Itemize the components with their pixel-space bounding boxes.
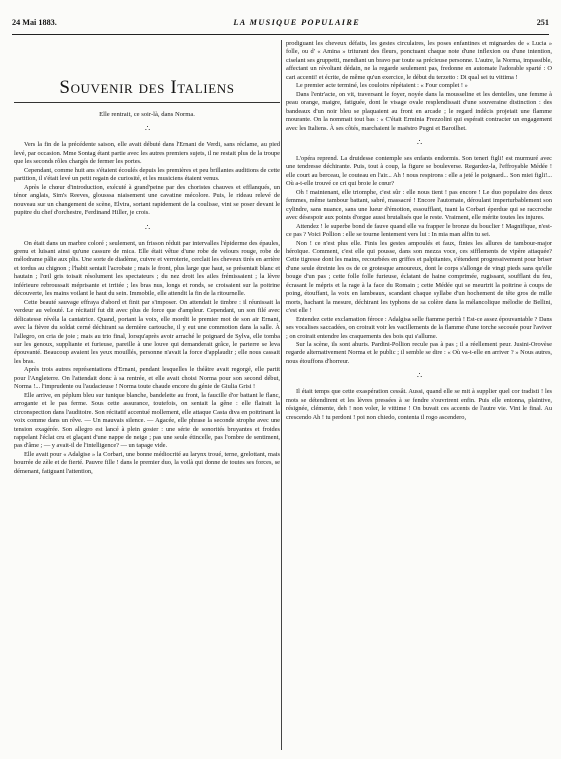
- paragraph: Cependant, comme huit ans s'étaient écoulés depuis les premières et peu brillantes auditions de cette partition, il s'était levé un petit regain de curiosité, et les musiciens étaient venus.: [14, 166, 280, 183]
- paragraph: Vers la fin de la précédente saison, elle avait débuté dans l'Ernani de Verdi, sans réclame, au pied levé, par occasion. Mme Sontag étant partie avec les autres premiers sujets, il ne restait plus de la troupe que les seconds rôles chargés de fermer les portes.: [14, 141, 280, 166]
- paragraph: Elle avait pour « Adalgise » la Corbari, une bonne médiocrité au larynx troué, terne, grelottant, mais bourrée de zèle et de fierté. Pauvre fille ! dans le premier duo, la voilà qui donne de toutes ses forces, se démenant, fatiguant l'attention,: [14, 450, 280, 475]
- issue-date: 24 Mai 1883.: [12, 18, 57, 27]
- paragraph: Après trois autres représentations d'Ernani, pendant lesquelles le théâtre avait regorgé, elle partit pour l'Angleterre. On l'attendait donc à sa rentrée, et elle avait choisi Norma pour son second début, Norma !... l'imprudente ou l'audacieuse ! Norma toute chaude encore du génie de Giulia Grisi !: [14, 366, 280, 391]
- paragraph: Dans l'entr'acte, on vit, traversant le foyer, noyée dans la mousseline et les dentelles, une femme à peau orange, maigre, fatiguée, dont le visage ovale resplendissait d'une souveraine distinction : des bandeaux d'un noir bleu se plaquaient au front en arcade ; le regard indécis projetait une flamme mourante. On la nommait tout bas : « C'était Erminia Frezzolini qui espérait contracter un engagement avec les Italiens. À ses côtés, marchaient le maëstro Pugni et Baroilhet.: [286, 90, 552, 132]
- paragraph: Le premier acte terminé, les couloirs répétaient : « Four complet ! »: [296, 82, 468, 90]
- article-intro: Elle rentrait, ce soir-là, dans Norma.: [99, 111, 195, 118]
- paragraph: Attendez ! le superbe bond de fauve quand elle va frapper le bronze du bouclier ! Magnifique, n'est-ce pas ? Voici Pollion : elle se tourne lentement vers lui : In mia man alfin tu sei.: [286, 222, 552, 239]
- magazine-title: LA MUSIQUE POPULAIRE: [233, 18, 361, 27]
- left-column: [14, 40, 280, 752]
- paragraph: Il était temps que cette exaspération cessât. Aussi, quand elle se mit à supplier quel cor tradisti ! les mots se détendirent et les lèvres pressées à se fendre s'ouvrirent enfin. Puis elle entonna, plaintive, résignée, clémente, deh ! non voler, le vittime ! On buvait ces accents de l'autre vie. Vint le final. Au crescendo Ah ! tu perdoni ! poi non chiedo, contenta il rogo ascendero,: [286, 388, 552, 421]
- paragraph: Entendez cette exclamation féroce : Adalgisa selle fiamme perirà ! Est-ce assez épouvantable ? Dans ses vocalises saccadées, on croirait voir les vacillements de la flamme d'une torche secouée pour l'aviver ; on croirait entendre les craquements des bois qui s'allume.: [286, 315, 552, 340]
- article-title: Souvenir des Italiens: [14, 77, 280, 103]
- paragraph: On était dans un marbre coloré ; seulement, un frisson réduit par intervalles l'épiderme des épaules, grenu et luisant ainsi qu'une cassure de mica. Elle était vêtue d'une robe de velours rouge, robe de mélodrame pâlie aux plis. Une sorte de diadème, cuivre et verroterie, cerclait les cheveux tirés en arrière et tordus au chignon ; l'habit sentait l'acrobate ; mais le front, plus large que haut, se présentait blanc et hautain ; l'œil gris toisait résolument les spectateurs ; du nez droit les ailes frémissaient ; la lèvre inférieure rebroussait méprisante et irritée ; les bras nus, longs et ronds, se croisaient sur la poitrine découverte, les mains voilant le haut du sein. Immobile, elle attendit la fin de la ritournelle.: [14, 239, 280, 298]
- right-column: [286, 40, 552, 752]
- paragraph: L'opéra reprend. La druidesse contemple ses enfants endormis. Son teneri figli! est murmuré avec une tendresse déchirante. Puis, tout à coup, la figure se bouleverse. Regardez-la, l'effroyable Médée ! elle court au berceau, le couteau en l'air... Ah ! nous respirons : elle a jeté le poignard... Son miei figli!... Où a-t-elle trouvé ce cri qui broie le cœur?: [286, 154, 552, 188]
- section-separator: ∴: [144, 222, 150, 232]
- section-separator: ∴: [416, 137, 422, 147]
- paragraph: Après le chœur d'introduction, exécuté à grand'peine par des choristes chauves et efflanqués, un ténor anglais, Sim's Reeves, glousssa niaisement une cavatine mécolore. Puis, le rideau relevé de nouveau sur un changement de scène, Elvira, sortant rapidement de la coulisse, vint se poser devant le pupitre du chef d'orchestre, Ferdinand Hiller, je crois.: [14, 183, 280, 217]
- section-separator: ∴: [144, 124, 150, 134]
- paragraph: prodiguant les cheveux défaits, les gestes circulaires, les poses enfantines et mignardes de « Lucia » folle, ou d' « Amina » triturant des fleurs, ponctuant chaque note d'une inflexion ou d'une intention, ciselant ses gruppetti, mendiant un bravo par toute sa précieuse personne. L'autre, la Norma, impassible, affectant un révoltant dédain, ne la regarde seulement pas, fredonne en automate l'adorable sparté : O cari accenti! et écrite, de même qu'un exercice, le début du terzetto : Di qual sei tu vittima !: [286, 40, 552, 81]
- page-number: 251: [536, 18, 549, 27]
- paragraph: Elle arrive, en péplum bleu sur tunique blanche, bandelette au front, la faucille d'or battant le flanc, arrogante et le pas ferme. Sous cette assurance, toutefois, on sentait la gêne : elle flairait la circonspection dans l'auditoire. Son récitatif accentué mollement, elle attaque Casta diva en poitrinant la voix comme dans un rêve. — Un mauvais silence. — Agacée, elle phrase la seconde strophe avec une tension exagérée. Son allegro est lancé à plein gosier : une série de sonorités bruyantes et froides rappelant l'éclat cru et glaçant d'une nappe de neige ; pas une seule étincelle, pas l'ombre de sentiment, pas d'âme ; — y avait-il de l'intelligence? — un tapage vide.: [14, 391, 280, 450]
- column-divider: [281, 40, 282, 750]
- paragraph: Oh ! maintenant, elle triomphe, c'est sûr : elle nous tient ! pas encore ! Le duo populaire des deux femmes, même tambour battant, sabré, massacré ! Encore l'automate, déroulant imperturbablement son cylindre, sans nuance, sans une lueur d'émotion, essoufflant, tuant la Corbari éperdue qui se raccroche avec désespoir aux points d'orgue aussi brutalisés que le reste. Vraiment, elle mérite toutes les injures.: [286, 188, 552, 222]
- page-header: [12, 18, 549, 32]
- paragraph: Cette beauté sauvage effraya d'abord et finit par s'imposer. On attendait le timbre : il réunissait la verdeur au velouté. Le récitatif fut dit avec plus de force que d'ampleur. Cependant, un son filé avec délicatesse révéla la cantatrice. Quand, portant la voix, elle mordit le premier mot de son air Ernani, avec la fièvre du soldat cerné déchirant sa dernière cartouche, il y eut une commotion dans la salle. À l'allegro, on cria de joie ; mais au trio final, lorsqu'après avoir arraché le poignard de Sylva, elle tomba sur les genoux, suppliante et furieuse, pareille à une louve qui demanderait grâce, le parterre se leva épouvanté. Beaucoup avaient les yeux mouillés, personne n'avait la force d'applaudir ; elle nous cassait les bras.: [14, 298, 280, 365]
- section-separator: ∴: [416, 371, 422, 381]
- paragraph: Sur la scène, ils sont ahuris. Pardini-Pollion recule pas à pas ; il a réellement peur. Jusini-Orovèse regarde alternativement Norma et le public ; il semble se dire : « Où va-t-elle en arriver ? » Nous autres, nous étouffons d'horreur.: [286, 340, 552, 365]
- paragraph: Non ! ce n'est plus elle. Finis les gestes ampoulés et faux, finies les allures de tambour-major héroïque. Comment, c'est elle qui pousse, dans son mezza voce, ces sifflements de vipère attaquée? Cette tigresse dont les mains, recourbées en griffes et palpitantes, s'étendent progressivement pour briser d'une seule étreinte les os de ce grotesque amoureux, dont le corps s'allonge de vingt pieds sans qu'elle bouge d'un pas ; cette folle folle furieuse, éclatant de haine comprimée, rugissant, soufflant du feu, écrasant le mépris et la rage à la face du Romain ; cette Médée qui se meurtrit la poitrine à coups de poing, étouffant, la voix en lambeaux, scandant chaque syllabe d'un hochement de tête gros de mille morts, hachant la mesure, déchirant les typhons de sa colère dans la mélancolique mélodie de Bellini, c'est elle !: [286, 239, 552, 315]
- header-rule: [12, 34, 549, 35]
